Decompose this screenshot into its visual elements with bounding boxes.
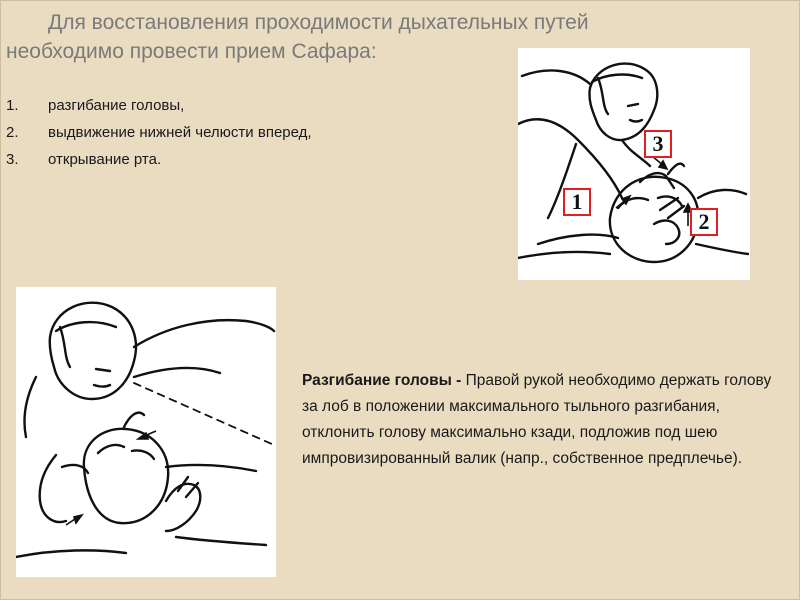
description-paragraph xyxy=(302,368,782,472)
step-item xyxy=(0,146,500,173)
marker-1: 1 xyxy=(563,188,591,216)
head-extension-illustration xyxy=(16,287,276,577)
marker-2: 2 xyxy=(690,208,718,236)
step-number: 2. xyxy=(6,124,19,141)
step-text: разгибание головы, xyxy=(48,97,185,114)
safar-maneuver-illustration xyxy=(518,48,750,280)
head-extension-drawing xyxy=(16,287,276,577)
rescuer-patient-drawing xyxy=(518,48,750,280)
step-item xyxy=(0,92,500,119)
marker-3: 3 xyxy=(644,130,672,158)
step-number: 3. xyxy=(6,151,19,168)
slide-title xyxy=(6,8,606,66)
step-item xyxy=(0,119,500,146)
step-number: 1. xyxy=(6,97,19,114)
step-text: выдвижение нижней челюсти вперед, xyxy=(48,124,312,141)
title-line-1: Для восстановления проходимости дыхательных путей xyxy=(48,11,589,34)
step-text: открывание рта. xyxy=(48,151,162,168)
description-term: Разгибание головы - xyxy=(302,372,462,389)
title-line-2: необходимо провести прием Сафара: xyxy=(6,40,377,63)
description-text: Правой рукой необходимо держать голову за лоб в положении максимального тыльного разгибания, отклонить голову максимально кзади, подложив под шею импровизированный валик (напр., собственное предплечье). xyxy=(302,372,772,467)
steps-list xyxy=(0,92,500,173)
